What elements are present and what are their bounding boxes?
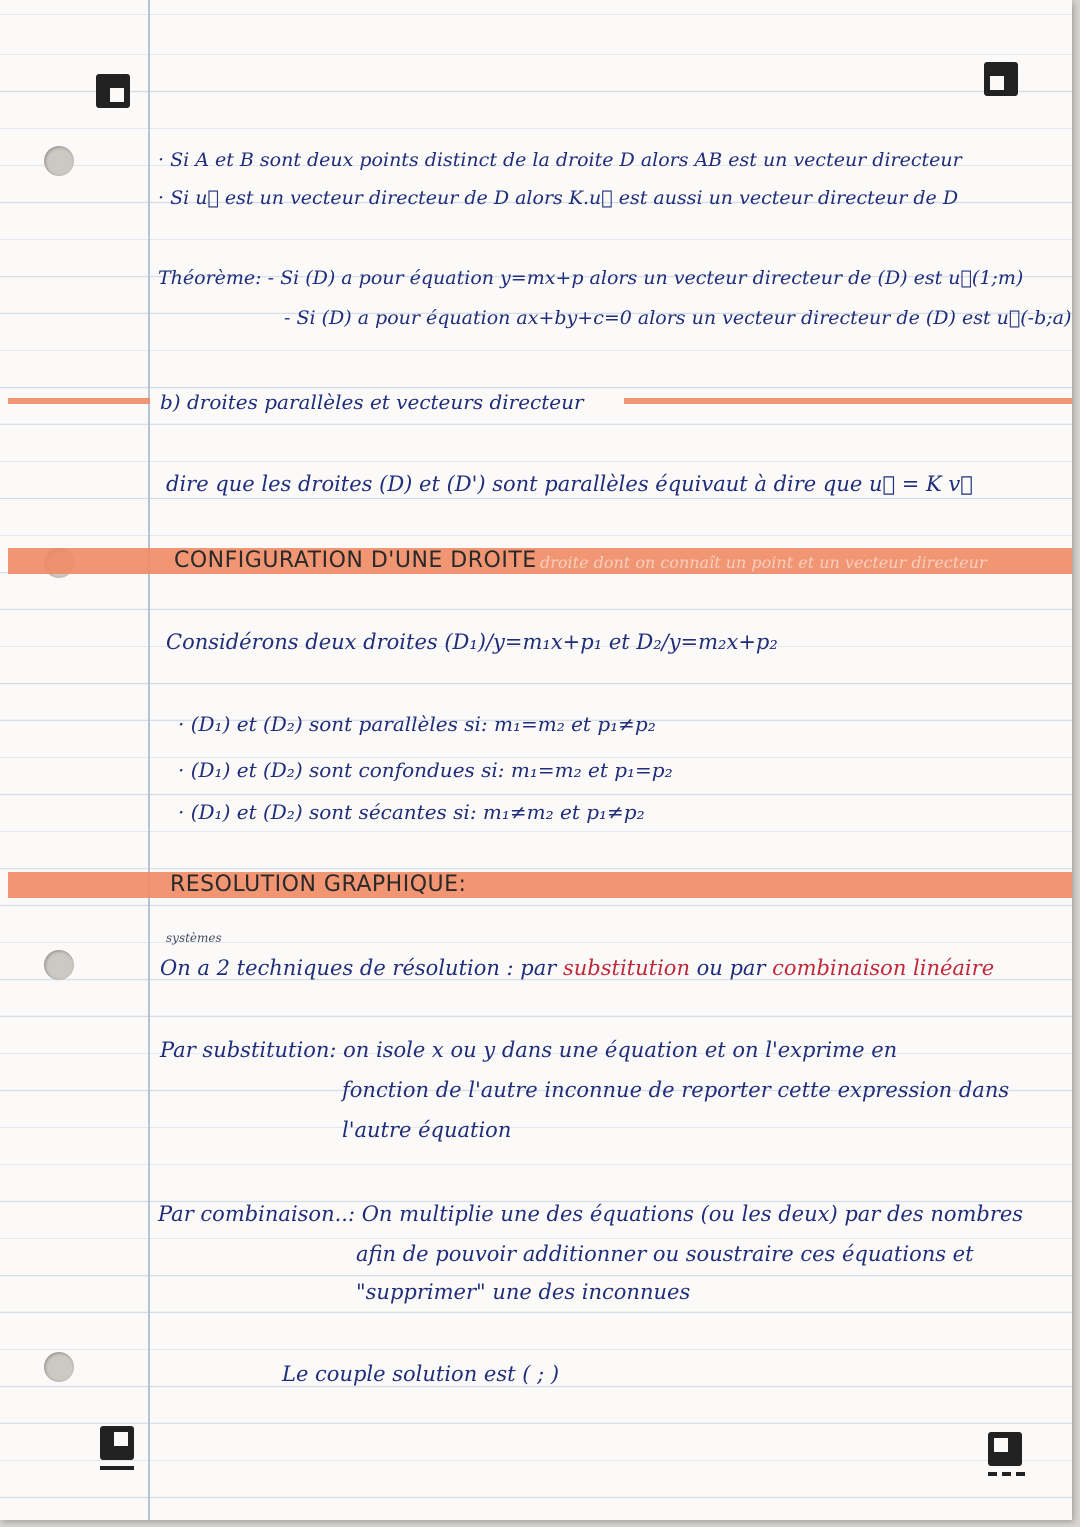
substitution-line-3: l'autre équation (342, 1118, 512, 1142)
case-secant: · (D₁) et (D₂) sont sécantes si: m₁≠m₂ et p₁≠p₂ (178, 800, 645, 824)
techniques-text-b: ou par (689, 956, 773, 980)
margin-line (148, 0, 150, 1520)
line-vector-ku: · Si u⃗ est un vecteur directeur de D alors K.u⃗ est aussi un vecteur directeur de D (158, 187, 959, 209)
scan-dot-marker-icon (1016, 1472, 1025, 1476)
scan-corner-marker-icon (984, 62, 1018, 96)
substitution-line-1: Par substitution: on isole x ou y dans une équation et on l'exprime en (160, 1038, 898, 1062)
heading-highlight (8, 872, 1072, 898)
theorem-line-2: - Si (D) a pour équation ax+by+c=0 alors un vecteur directeur de (D) est u⃗(-b;a) (284, 307, 1072, 329)
scan-dot-marker-icon (1002, 1472, 1011, 1476)
techniques-line (160, 954, 994, 982)
scan-bar-marker-icon (100, 1466, 134, 1470)
consider-two-lines: Considérons deux droites (D₁)/y=m₁x+p₁ et D₂/y=m₂x+p₂ (166, 630, 778, 654)
combination-line-1: Par combinaison..: On multiplie une des équations (ou les deux) par des nombres (158, 1202, 1024, 1226)
substitution-line-2: fonction de l'autre inconnue de reporter cette expression dans (342, 1078, 1010, 1102)
scan-dot-marker-icon (988, 1472, 997, 1476)
heading-graphical-resolution: RESOLUTION GRAPHIQUE: (170, 872, 467, 897)
highlight-stroke (624, 398, 1072, 404)
punch-hole (44, 1352, 74, 1382)
scan-corner-marker-icon (96, 74, 130, 108)
punch-hole (44, 950, 74, 980)
line-points-ab: · Si A et B sont deux points distinct de la droite D alors AB est un vecteur directeur (158, 149, 962, 171)
highlight-stroke (8, 398, 150, 404)
techniques-substitution: substitution (563, 956, 690, 980)
solution-couple: Le couple solution est ( ; ) (282, 1362, 560, 1386)
faded-bleed-text: droite dont on connaît un point et un vecteur directeur (540, 553, 987, 572)
heading-configuration: CONFIGURATION D'UNE DROITE (174, 548, 537, 573)
parallel-definition: dire que les droites (D) et (D') sont parallèles équivaut à dire que u⃗ = K v⃗ (166, 472, 973, 496)
techniques-text-a: On a 2 techniques de résolution : par (160, 956, 563, 980)
case-parallel: · (D₁) et (D₂) sont parallèles si: m₁=m₂ et p₁≠p₂ (178, 712, 656, 736)
techniques-combination: combinaison linéaire (772, 956, 995, 980)
theorem-line-1: Théorème: - Si (D) a pour équation y=mx+p alors un vecteur directeur de (D) est u⃗(1;m) (158, 267, 1024, 289)
subheading-parallel-lines: b) droites parallèles et vecteurs directeur (160, 390, 584, 414)
combination-line-3: "supprimer" une des inconnues (356, 1280, 691, 1304)
note-systemes: systèmes (166, 931, 222, 945)
combination-line-2: afin de pouvoir additionner ou soustraire ces équations et (356, 1242, 974, 1266)
scan-corner-marker-icon (100, 1426, 134, 1460)
punch-hole (44, 146, 74, 176)
case-coincident: · (D₁) et (D₂) sont confondues si: m₁=m₂ et p₁=p₂ (178, 758, 673, 782)
scan-corner-marker-icon (988, 1432, 1022, 1466)
